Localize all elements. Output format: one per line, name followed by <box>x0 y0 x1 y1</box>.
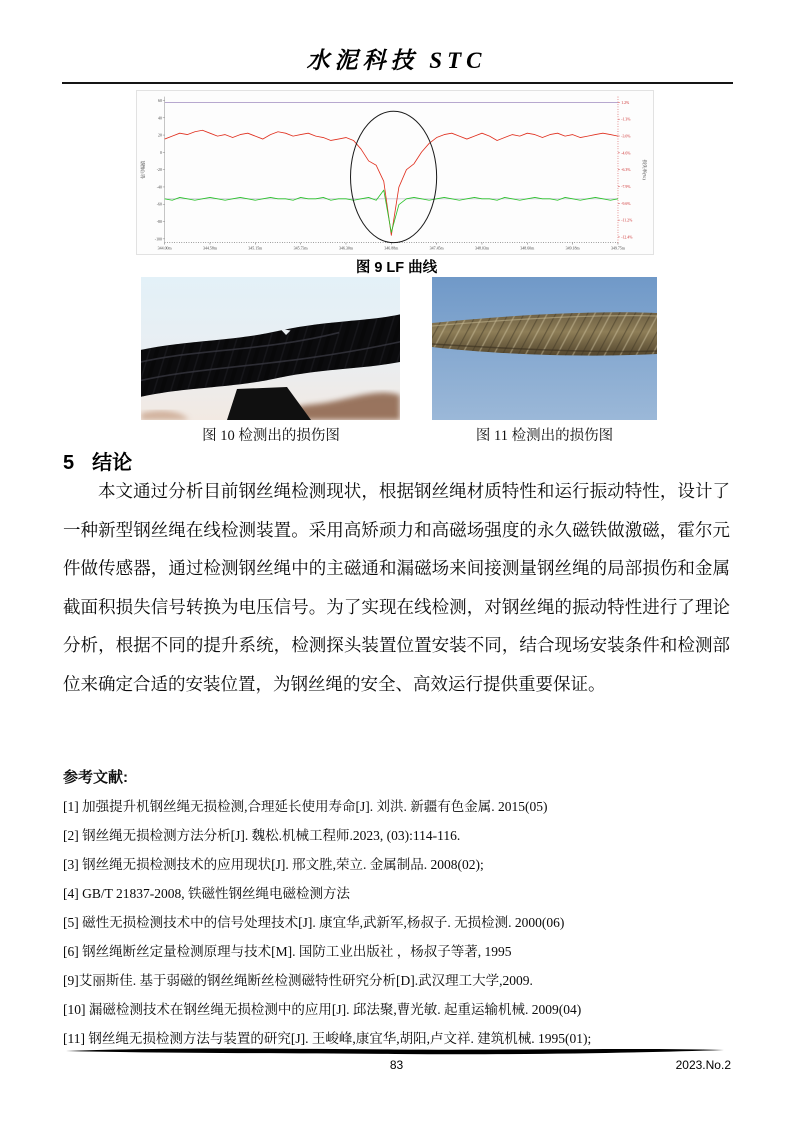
page-number: 83 <box>389 1058 404 1072</box>
damaged-rope-photo-dark <box>141 277 400 420</box>
svg-text:345.73m: 345.73m <box>293 245 308 251</box>
reference-item: [10] 漏磁检测技术在钢丝绳无损检测中的应用[J]. 邱法聚,曹光敏. 起重运输机械. 2009(04) <box>63 1002 582 1017</box>
reference-item: [2] 钢丝绳无损检测方法分析[J]. 魏松.机械工程师.2023, (03):114-116. <box>63 828 461 843</box>
references-section <box>63 766 733 1058</box>
svg-text:-12.4%: -12.4% <box>621 235 633 240</box>
svg-text:346.88m: 346.88m <box>384 245 399 251</box>
svg-text:-40: -40 <box>156 185 162 190</box>
section-heading <box>63 446 132 475</box>
svg-text:-60: -60 <box>156 202 162 207</box>
svg-text:-4.6%: -4.6% <box>621 151 631 156</box>
lf-curve-plot <box>137 91 653 254</box>
svg-text:-3.0%: -3.0% <box>621 134 631 139</box>
svg-text:-80: -80 <box>156 220 162 225</box>
svg-text:60: 60 <box>158 98 162 104</box>
damaged-rope-photo-brown <box>432 277 657 420</box>
reference-item: [4] GB/T 21837-2008, 铁磁性钢丝绳电磁检测方法 <box>63 886 350 901</box>
section-number: 5 <box>63 452 75 474</box>
footer-rule <box>64 1045 726 1057</box>
header-rule <box>62 82 733 84</box>
svg-text:349.75m: 349.75m <box>611 245 625 251</box>
figure11-caption: 图 11 检测出的损伤图 <box>475 428 614 444</box>
svg-text:20: 20 <box>158 133 162 138</box>
svg-text:-6.3%: -6.3% <box>621 168 631 173</box>
figure9-caption: 图 9 LF 曲线 <box>355 260 438 276</box>
figure9-chart <box>136 90 654 255</box>
svg-text:347.45m: 347.45m <box>429 245 444 251</box>
svg-text:-20: -20 <box>156 168 162 173</box>
svg-text:-11.2%: -11.2% <box>621 218 633 223</box>
figure11-photo <box>432 277 657 420</box>
svg-text:-100: -100 <box>154 237 162 242</box>
figure10-photo <box>141 277 400 420</box>
reference-item: [11] 钢丝绳无损检测方法与装置的研究[J]. 王峻峰,康宜华,胡阳,卢文祥. 建筑机械. 1995(01); <box>63 1031 592 1046</box>
reference-item: [1] 加强提升机钢丝绳无损检测,合理延长使用寿命[J]. 刘洪. 新疆有色金属. 2015(05) <box>63 799 548 814</box>
svg-text:348.60m: 348.60m <box>520 245 535 251</box>
conclusion-paragraph: 本文通过分析目前钢丝绳检测现状，根据钢丝绳材质特性和运行振动特性，设计了一种新型钢丝绳在线检测装置。采用高矫顽力和高磁场强度的永久磁铁做激磁，霍尔元件做传感器，通过检测钢丝绳中的主磁通和漏磁场来间接测量钢丝绳的局部损伤和金属截面积损失信号转换为电压信号。为了实现在线检测，对钢丝绳的振动特性进行了理论分析，根据不同的提升系统，检测探头装置位置安装不同，结合现场安装条件和检测部位来确定合适的安装位置，为钢丝绳的安全、高效运行提供重要保证。 <box>63 481 730 694</box>
svg-text:-9.6%: -9.6% <box>621 201 631 206</box>
reference-item: [5] 磁性无损检测技术中的信号处理技术[J]. 康宜华,武新军,杨叔子. 无损检测. 2000(06) <box>63 915 565 930</box>
svg-text:348.03m: 348.03m <box>475 245 489 251</box>
issue-number: 2023.No.2 <box>675 1058 731 1072</box>
journal-title: 水泥科技 STC <box>306 48 487 73</box>
svg-text:344.00m: 344.00m <box>157 245 172 251</box>
figure10-caption: 图 10 检测出的损伤图 <box>202 428 340 444</box>
reference-item: [3] 钢丝绳无损检测技术的应用现状[J]. 邢文胜,荣立. 金属制品. 2008(02); <box>63 857 484 872</box>
svg-text:信号幅值: 信号幅值 <box>140 160 146 179</box>
svg-text:0: 0 <box>159 150 162 155</box>
svg-text:-7.9%: -7.9% <box>621 184 631 190</box>
reference-item: [6] 钢丝绳断丝定量检测原理与技术[M]. 国防工业出版社 ，杨叔子等著, 1995 <box>63 944 512 959</box>
svg-text:1.2%: 1.2% <box>621 100 630 105</box>
section-title: 结论 <box>92 452 133 474</box>
svg-text:346.30m: 346.30m <box>339 245 353 251</box>
reference-item: [9]艾丽斯佳. 基于弱磁的钢丝绳断丝检测磁特性研究分析[D].武汉理工大学,2009. <box>63 973 533 988</box>
svg-text:损失率(%): 损失率(%) <box>641 159 647 180</box>
svg-text:40: 40 <box>158 116 162 121</box>
svg-text:-1.3%: -1.3% <box>621 117 631 122</box>
svg-text:349.18m: 349.18m <box>565 245 580 251</box>
svg-text:344.58m: 344.58m <box>203 245 217 251</box>
references-list <box>63 797 733 1049</box>
svg-text:345.15m: 345.15m <box>248 245 263 251</box>
references-title: 参考文献: <box>63 769 128 786</box>
